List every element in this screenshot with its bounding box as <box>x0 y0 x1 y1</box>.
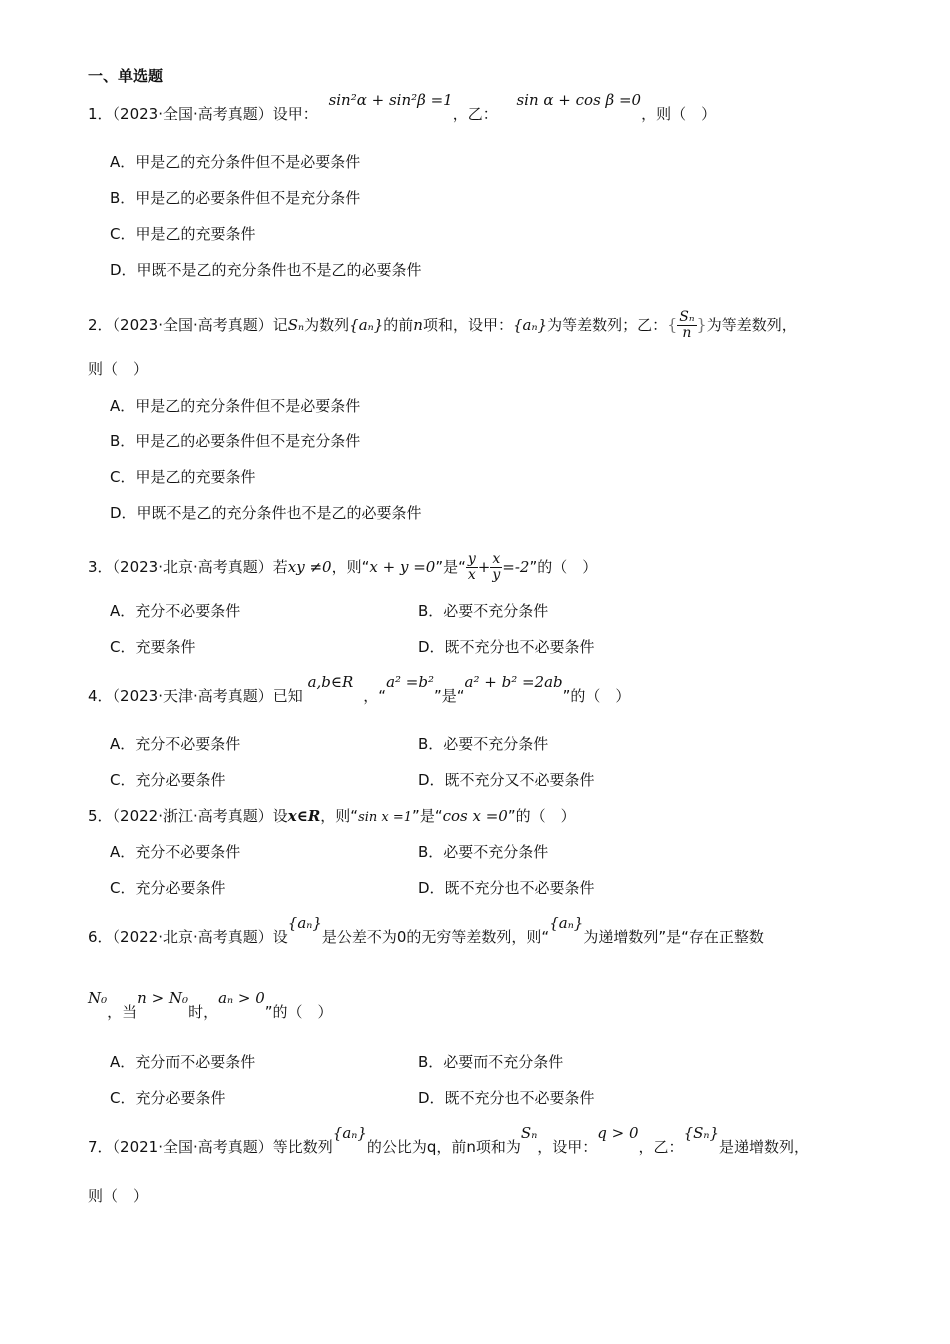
option-a[interactable]: A．充分不必要条件 <box>110 843 241 861</box>
math-expression: Sₙ <box>520 1124 538 1142</box>
option-c[interactable]: C．充分必要条件 <box>110 771 226 789</box>
question-2: 2．（2023·全国·高考真题）记Sₙ为数列{aₙ}的前n项和，设甲：{aₙ}为等差数列；乙：{ $\frac{\text{Sₙ}}{n}$ }为等差数列， <box>88 309 797 341</box>
question-3: 3．（2023·北京·高考真题）若xy ≠0，则“x + y =0”是“ $\frac{y}{x}$ + $\frac{x}{y}$ =-2”的（ ） <box>88 551 598 583</box>
option-a[interactable]: A．充分不必要条件 <box>110 602 241 620</box>
section-title: 一、单选题 <box>88 67 164 85</box>
math-expression: {aₙ} <box>512 316 548 334</box>
math-expression: x∈R <box>287 807 321 825</box>
math-expression: n <box>413 316 423 334</box>
option-b[interactable]: B．必要而不充分条件 <box>418 1053 564 1071</box>
fraction-x-over-y: $\frac{x}{y}$ <box>492 551 501 583</box>
option-c[interactable]: C．充要条件 <box>110 638 196 656</box>
question-6-cont: N₀，当n > N₀时，aₙ > 0”的（ ） <box>88 989 333 1021</box>
option-d[interactable]: D．既不充分也不必要条件 <box>418 638 595 656</box>
math-expression: {aₙ} <box>349 316 384 334</box>
math-expression: sin α + cos β =0 <box>516 91 642 109</box>
option-d[interactable]: D．甲既不是乙的充分条件也不是乙的必要条件 <box>110 504 422 522</box>
math-expression: sin²α + sin²β =1 <box>328 91 453 109</box>
option-d[interactable]: D．既不充分也不必要条件 <box>418 879 595 897</box>
option-b[interactable]: B．甲是乙的必要条件但不是充分条件 <box>110 189 361 207</box>
option-a[interactable]: A．甲是乙的充分条件但不是必要条件 <box>110 397 361 415</box>
option-c[interactable]: C．甲是乙的充要条件 <box>110 468 256 486</box>
option-c[interactable]: C．充分必要条件 <box>110 879 226 897</box>
option-c[interactable]: C．充分必要条件 <box>110 1089 226 1107</box>
option-b[interactable]: B．甲是乙的必要条件但不是充分条件 <box>110 432 361 450</box>
option-d[interactable]: D．既不充分也不必要条件 <box>418 1089 595 1107</box>
question-7: 7．（2021·全国·高考真题）等比数列{aₙ}的公比为q，前n项和为Sₙ，设甲：q > 0，乙：{Sₙ}是递增数列， <box>88 1124 810 1156</box>
math-expression: {Sₙ} <box>683 1124 720 1142</box>
math-expression: a,b∈R <box>307 673 354 691</box>
math-expression: {aₙ} <box>549 914 584 932</box>
option-b[interactable]: B．必要不充分条件 <box>418 735 549 753</box>
question-2-cont: 则（ ） <box>88 360 149 378</box>
question-4: 4．（2023·天津·高考真题）已知 a,b∈R，“a² =b²”是“a² + b² =2ab”的（ ） <box>88 673 631 705</box>
math-expression: =-2 <box>502 558 530 576</box>
question-5: 5．（2022·浙江·高考真题）设x∈R，则“sin x =1”是“cos x =0”的（ ） <box>88 807 576 825</box>
option-d[interactable]: D．甲既不是乙的充分条件也不是乙的必要条件 <box>110 261 422 279</box>
math-expression: aₙ > 0 <box>218 989 265 1007</box>
option-c[interactable]: C．甲是乙的充要条件 <box>110 225 256 243</box>
math-expression: sin x =1 <box>358 810 413 825</box>
option-b[interactable]: B．必要不充分条件 <box>418 602 549 620</box>
math-expression: {aₙ} <box>332 1124 367 1142</box>
option-b[interactable]: B．必要不充分条件 <box>418 843 549 861</box>
math-expression: N₀ <box>88 989 108 1007</box>
question-7-cont: 则（ ） <box>88 1187 149 1205</box>
math-expression: q > 0 <box>597 1124 639 1142</box>
math-expression: cos x =0 <box>442 807 508 825</box>
math-expression: n > N₀ <box>137 989 189 1007</box>
math-expression: xy ≠0 <box>287 558 332 576</box>
question-6: 6．（2022·北京·高考真题）设{aₙ}是公差不为0的无穷等差数列，则“{aₙ}为递增数列”是“存在正整数 <box>88 914 764 946</box>
fraction-y-over-x: $\frac{y}{x}$ <box>467 551 476 583</box>
math-expression: x + y =0 <box>369 558 436 576</box>
option-a[interactable]: A．充分而不必要条件 <box>110 1053 256 1071</box>
question-1: 1．（2023·全国·高考真题）设甲： sin²α + sin²β =1，乙： sin α + cos β =0，则（ ） <box>88 91 717 123</box>
option-d[interactable]: D．既不充分又不必要条件 <box>418 771 595 789</box>
option-a[interactable]: A．甲是乙的充分条件但不是必要条件 <box>110 153 361 171</box>
math-expression: {aₙ} <box>287 914 322 932</box>
option-a[interactable]: A．充分不必要条件 <box>110 735 241 753</box>
math-expression: a² =b² <box>386 673 434 691</box>
fraction-sn-over-n: $\frac{\text{Sₙ}}{n}$ <box>679 309 695 341</box>
math-expression: a² + b² =2ab <box>464 673 563 691</box>
math-expression: Sₙ <box>287 316 305 334</box>
